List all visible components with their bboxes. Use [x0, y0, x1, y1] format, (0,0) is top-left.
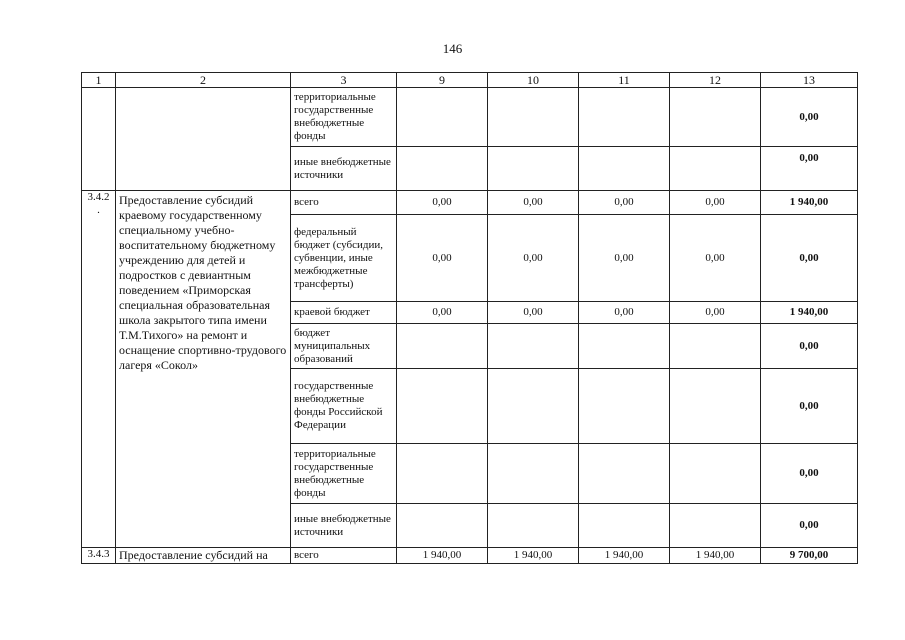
header-col-3: 3	[291, 73, 397, 88]
value-cell: 0,00	[488, 302, 579, 324]
value-cell: 1 940,00	[670, 548, 761, 564]
value-cell: 0,00	[397, 191, 488, 215]
item-title-cell: Предоставление субсидий на	[116, 548, 291, 564]
header-col-10: 10	[488, 73, 579, 88]
value-cell	[397, 88, 488, 147]
item-title-cell	[116, 88, 291, 191]
value-cell	[397, 444, 488, 504]
value-cell	[488, 444, 579, 504]
total-cell: 0,00	[761, 88, 858, 147]
source-cell: территориальные государственные внебюджетные фонды	[291, 88, 397, 147]
value-cell	[670, 88, 761, 147]
item-number-suffix: .	[97, 204, 100, 216]
value-cell	[670, 147, 761, 191]
header-col-11: 11	[579, 73, 670, 88]
header-row	[82, 73, 858, 88]
total-cell: 9 700,00	[761, 548, 858, 564]
value-cell	[579, 504, 670, 548]
table-row	[82, 191, 858, 215]
header-col-9: 9	[397, 73, 488, 88]
source-cell: иные внебюджетные источники	[291, 147, 397, 191]
source-cell: краевой бюджет	[291, 302, 397, 324]
header-col-1: 1	[82, 73, 116, 88]
value-cell: 0,00	[397, 215, 488, 302]
total-cell: 1 940,00	[761, 302, 858, 324]
value-cell: 0,00	[579, 302, 670, 324]
value-cell	[579, 88, 670, 147]
value-cell: 0,00	[488, 215, 579, 302]
item-number-cell	[82, 88, 116, 191]
value-cell	[670, 444, 761, 504]
value-cell: 1 940,00	[488, 548, 579, 564]
value-cell	[488, 88, 579, 147]
value-cell	[488, 504, 579, 548]
value-cell	[670, 369, 761, 444]
value-cell: 0,00	[579, 191, 670, 215]
total-cell: 0,00	[761, 444, 858, 504]
value-cell: 0,00	[488, 191, 579, 215]
value-cell	[488, 369, 579, 444]
value-cell	[579, 324, 670, 369]
value-cell	[670, 504, 761, 548]
value-cell: 1 940,00	[579, 548, 670, 564]
value-cell: 0,00	[579, 215, 670, 302]
header-col-2: 2	[116, 73, 291, 88]
source-cell: государственные внебюджетные фонды Российской Федерации	[291, 369, 397, 444]
source-cell: территориальные государственные внебюджетные фонды	[291, 444, 397, 504]
value-cell	[488, 324, 579, 369]
header-col-13: 13	[761, 73, 858, 88]
value-cell: 0,00	[670, 302, 761, 324]
total-cell: 0,00	[761, 504, 858, 548]
value-cell	[397, 324, 488, 369]
total-cell: 0,00	[761, 147, 858, 191]
value-cell	[488, 147, 579, 191]
item-number-cell: 3.4.3	[82, 548, 116, 564]
header-col-12: 12	[670, 73, 761, 88]
source-cell: всего	[291, 191, 397, 215]
total-cell: 0,00	[761, 369, 858, 444]
value-cell: 0,00	[397, 302, 488, 324]
value-cell	[670, 324, 761, 369]
item-number: 3.4.2	[87, 191, 110, 203]
value-cell: 0,00	[670, 215, 761, 302]
total-cell: 0,00	[761, 324, 858, 369]
value-cell	[397, 147, 488, 191]
total-cell: 1 940,00	[761, 191, 858, 215]
table-row	[82, 88, 858, 147]
value-cell	[579, 444, 670, 504]
budget-table	[81, 72, 858, 564]
page-number: 146	[442, 41, 463, 56]
item-title-cell: Предоставление субсидий краевому государственному специальному учебно-воспитательному бюджетному учреждению для детей и подростков с девиантным поведением «Приморская специальная образовательная школа закрытого типа имени Т.М.Тихого» на ремонт и оснащение спортивно-трудового лагеря «Сокол»	[116, 191, 291, 548]
table-row	[82, 548, 858, 564]
item-number-cell	[82, 191, 116, 548]
source-cell: всего	[291, 548, 397, 564]
source-cell: федеральный бюджет (субсидии, субвенции, иные межбюджетные трансферты)	[291, 215, 397, 302]
value-cell	[579, 147, 670, 191]
value-cell	[397, 504, 488, 548]
value-cell: 1 940,00	[397, 548, 488, 564]
total-cell: 0,00	[761, 215, 858, 302]
value-cell	[579, 369, 670, 444]
value-cell: 0,00	[670, 191, 761, 215]
source-cell: бюджет муниципальных образований	[291, 324, 397, 369]
value-cell	[397, 369, 488, 444]
source-cell: иные внебюджетные источники	[291, 504, 397, 548]
